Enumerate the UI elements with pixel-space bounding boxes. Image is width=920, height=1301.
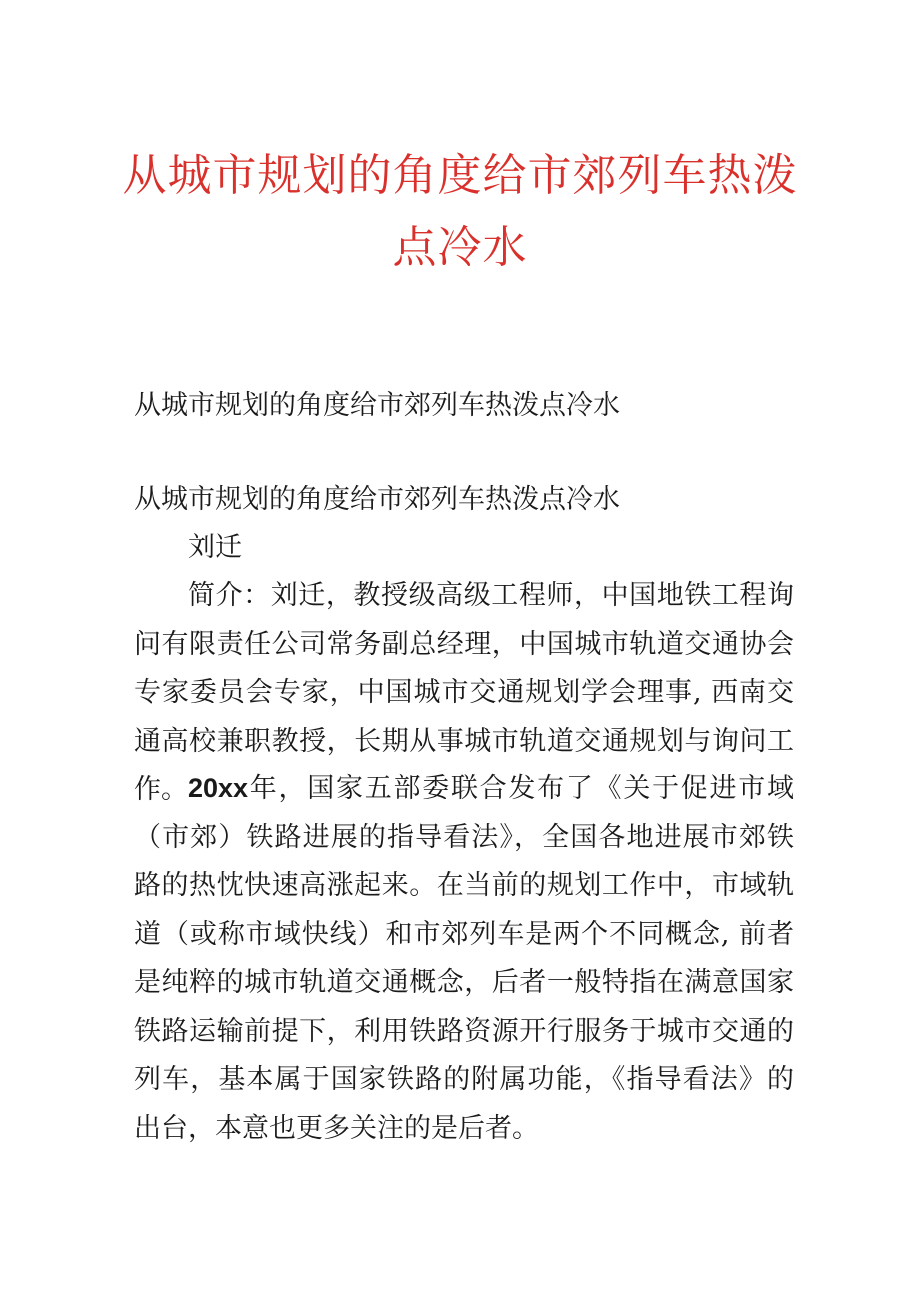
body-paragraph-1: [134, 764, 794, 1153]
document-title: 从城市规划的角度给市郊列车热泼点冷水: [122, 150, 798, 273]
author-name: 刘迁: [188, 532, 242, 563]
subtitle-line-1: 从城市规划的角度给市郊列车热泼点冷水: [134, 390, 620, 421]
year-text: 20xx: [188, 773, 249, 803]
body-paragraph-1-text: 年，国家五部委联合发布了《关于促进市域（市郊）铁路进展的指导看法》，全国各地进展市郊铁路的热忱快速高涨起来。在当前的规划工作中，市域轨道（或称市域快线）和市郊列车是两个不同概念, 前者是纯粹的城市轨道交通概念，后者一般特指在满意国家铁路运输前提下，利用铁路资源开行服务于城市交通的列车，基本属于国家铁路的附属功能，《指导看法》的出台，本意也更多关注的是后者。: [134, 773, 794, 1144]
subtitle-line-2: 从城市规划的角度给市郊列车热泼点冷水: [134, 484, 620, 515]
intro-paragraph: 简介：刘迁，教授级高级工程师，中国地铁工程询问有限责任公司常务副总经理，中国城市轨道交通协会专家委员会专家，中国城市交通规划学会理事, 西南交通高校兼职教授，长期从事城市轨道交通规划与询问工作。: [134, 580, 794, 805]
